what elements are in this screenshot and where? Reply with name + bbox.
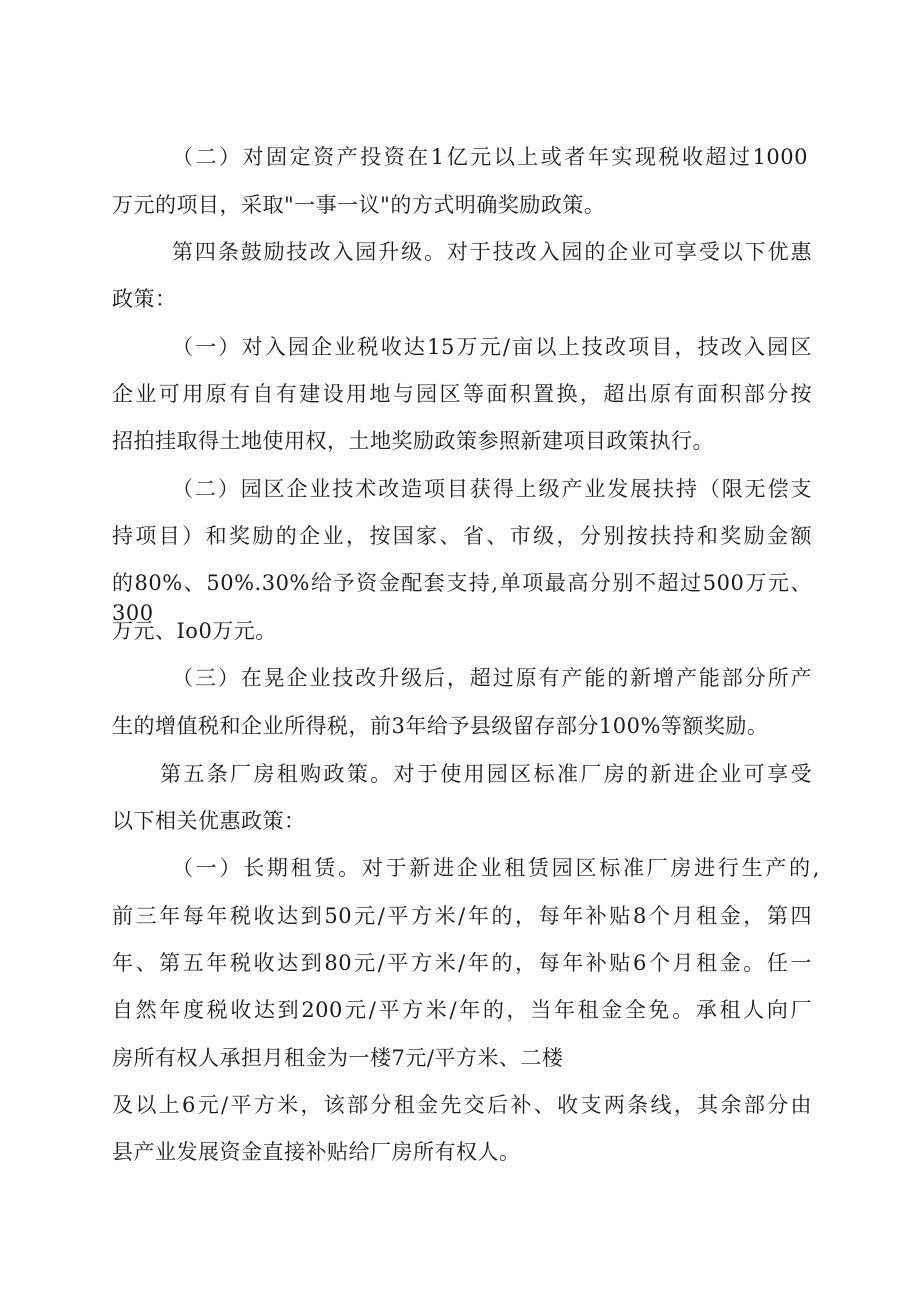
text-line: 及以上6元/平方米，该部分租金先交后补、收支两条线，其余部分由 <box>112 1093 812 1117</box>
text-line: 第四条鼓励技改入园升级。对于技改入园的企业可享受以下优惠 <box>172 240 812 264</box>
text-line: 的80%、50%.30%给予资金配套支持,单项最高分别不超过500万元、300 <box>112 571 812 625</box>
text-line: 招拍挂取得土地使用权，土地奖励政策参照新建项目政策执行。 <box>112 429 714 453</box>
text-line: （一）对入园企业税收达15万元/亩以上技改项目，技改入园区 <box>172 335 812 359</box>
text-line: 以下相关优惠政策： <box>112 809 306 833</box>
text-line: 自然年度税收达到200元/平方米/年的，当年租金全免。承租人向厂 <box>112 998 812 1022</box>
text-line: 前三年每年税收达到50元/平方米/年的，每年补贴8个月租金，第四 <box>112 904 812 928</box>
text-line: （三）在晃企业技改升级后，超过原有产能的新增产能部分所产 <box>172 666 812 690</box>
text-line: 持项目）和奖励的企业，按国家、省、市级，分别按扶持和奖励金额 <box>112 524 812 548</box>
text-line: 房所有权人承担月租金为一楼7元/平方米、二楼 <box>112 1046 564 1070</box>
text-line: 万元、Io0万元。 <box>112 619 277 643</box>
text-line: 第五条厂房租购政策。对于使用园区标准厂房的新进企业可享受 <box>160 762 812 786</box>
text-line: 年、第五年税收达到80元/平方米/年的，每年补贴6个月租金。任一 <box>112 951 812 975</box>
text-line: 县产业发展资金直接补贴给厂房所有权人。 <box>112 1140 521 1164</box>
text-line: 政策： <box>112 287 177 311</box>
text-line: （二）对固定资产投资在1亿元以上或者年实现税收超过1000 <box>172 145 808 169</box>
text-line: （二）园区企业技术改造项目获得上级产业发展扶持（限无偿支 <box>172 477 812 501</box>
text-line: 万元的项目，采取"一事一议"的方式明确奖励政策。 <box>112 193 606 217</box>
text-line: 企业可用原有自有建设用地与园区等面积置换，超出原有面积部分按 <box>112 382 812 406</box>
text-line: 生的增值税和企业所得税，前3年给予县级留存部分100%等额奖励。 <box>112 714 769 738</box>
text-line: （一）长期租赁。对于新进企业租赁园区标准厂房进行生产的, <box>172 856 820 880</box>
